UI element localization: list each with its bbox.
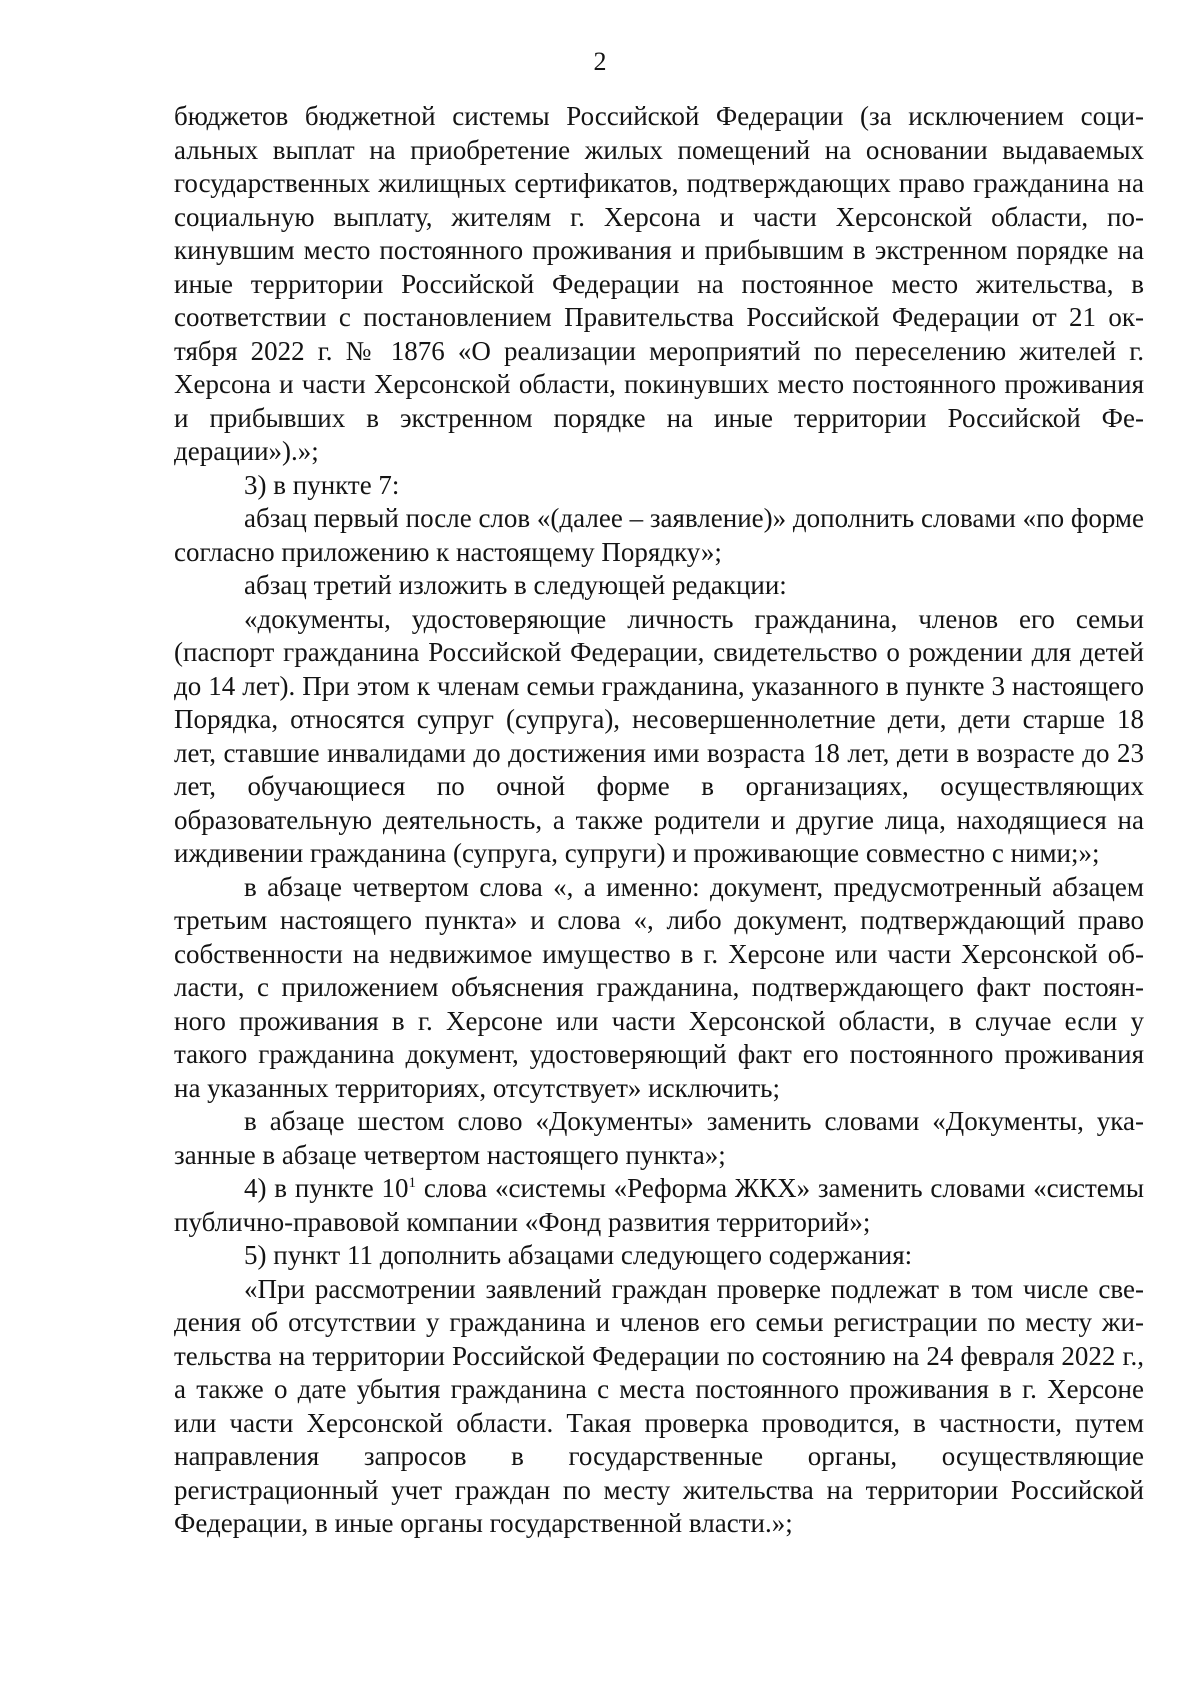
item-4-superscript: 1	[408, 1175, 417, 1191]
paragraph-abzac-1: абзац первый после слов «(далее – заявление)» дополнить словами «по форме согласно приложению к настоящему Порядку»;	[174, 503, 1144, 567]
paragraph-abzac-6: в абзаце шестом слово «Документы» заменить словами «Документы, указанные в абзаце четвертом настоящего пункта»;	[174, 1106, 1144, 1170]
paragraph-item-5: 5) пункт 11 дополнить абзацами следующего содержания:	[244, 1240, 913, 1270]
paragraph-item-3: 3) в пункте 7:	[244, 469, 400, 500]
document-body	[174, 100, 1144, 1541]
paragraph-budget-continuation: бюджетов бюджетной системы Российской Федерации (за исключением социальных выплат на приобретение жилых помещений на основании выдаваемых государственных жилищных сертификатов, подтверждающих право гражданина на социальную выплату, жителям г. Херсона и части Херсонской области, покинувшим место постоянного проживания и прибывшим в экстренном порядке на иные территории Российской Федерации на постоянное место жительства, в соответствии с постановлением Правительства Российской Федерации от 21 октября 2022 г. № 1876 «О реализации мероприятий по переселению жителей г. Херсона и части Херсонской области, покинувших место постоянного проживания и прибывших в экстренном порядке на иные территории Российской Федерации»).»;	[174, 101, 1144, 466]
paragraph-documents-quote: «документы, удостоверяющие личность гражданина, членов его семьи (паспорт гражданина Российской Федерации, свидетельство о рождении для детей до 14 лет). При этом к членам семьи гражданина, указанного в пункте 3 настоящего Порядка, относятся супруг (супруга), несовершеннолетние дети, дети старше 18 лет, ставшие инвалидами до достижения ими возраста 18 лет, дети в возрасте до 23 лет, обучающиеся по очной форме в организациях, осуществляющих образовательную деятельность, а также родители и другие лица, находящиеся на иждивении гражданина (супруга, супруги) и проживающие совместно с ними;»;	[174, 603, 1144, 868]
paragraph-abzac-3: абзац третий изложить в следующей редакции:	[244, 570, 787, 600]
item-4-text-after: слова «системы «Реформа ЖКХ» заменить словами «системы публично-правовой компании «Фонд развития территорий»;	[174, 1173, 1144, 1237]
page-number: 2	[593, 47, 607, 76]
paragraph-verification-quote: «При рассмотрении заявлений граждан проверке подлежат в том числе сведения об отсутствии у гражданина и членов его семьи регистрации по месту жительства на территории Российской Федерации по состоянию на 24 февраля 2022 г., а также о дате убытия гражданина с места постоянного проживания в г. Херсоне или части Херсонской области. Такая проверка проводится, в частности, путем направления запросов в государственные органы, осуществляющие регистрационный учет граждан по месту жительства на территории Российской Федерации, в иные органы государственной власти.»;	[174, 1273, 1144, 1538]
item-4-text-before: 4) в пункте 10	[244, 1173, 409, 1203]
paragraph-abzac-4: в абзаце четвертом слова «, а именно: документ, предусмотренный абзацем третьим настоящего пункта» и слова «, либо документ, подтверждающий право собственности на недвижимое имущество в г. Херсоне или части Херсонской области, с приложением объяснения гражданина, подтверждающего факт постоянного проживания в г. Херсоне или части Херсонской области, в случае если у такого гражданина документ, удостоверяющий факт его постоянного проживания на указанных территориях, отсутствует» исключить;	[174, 871, 1144, 1103]
paragraph-item-4	[174, 1172, 1144, 1239]
